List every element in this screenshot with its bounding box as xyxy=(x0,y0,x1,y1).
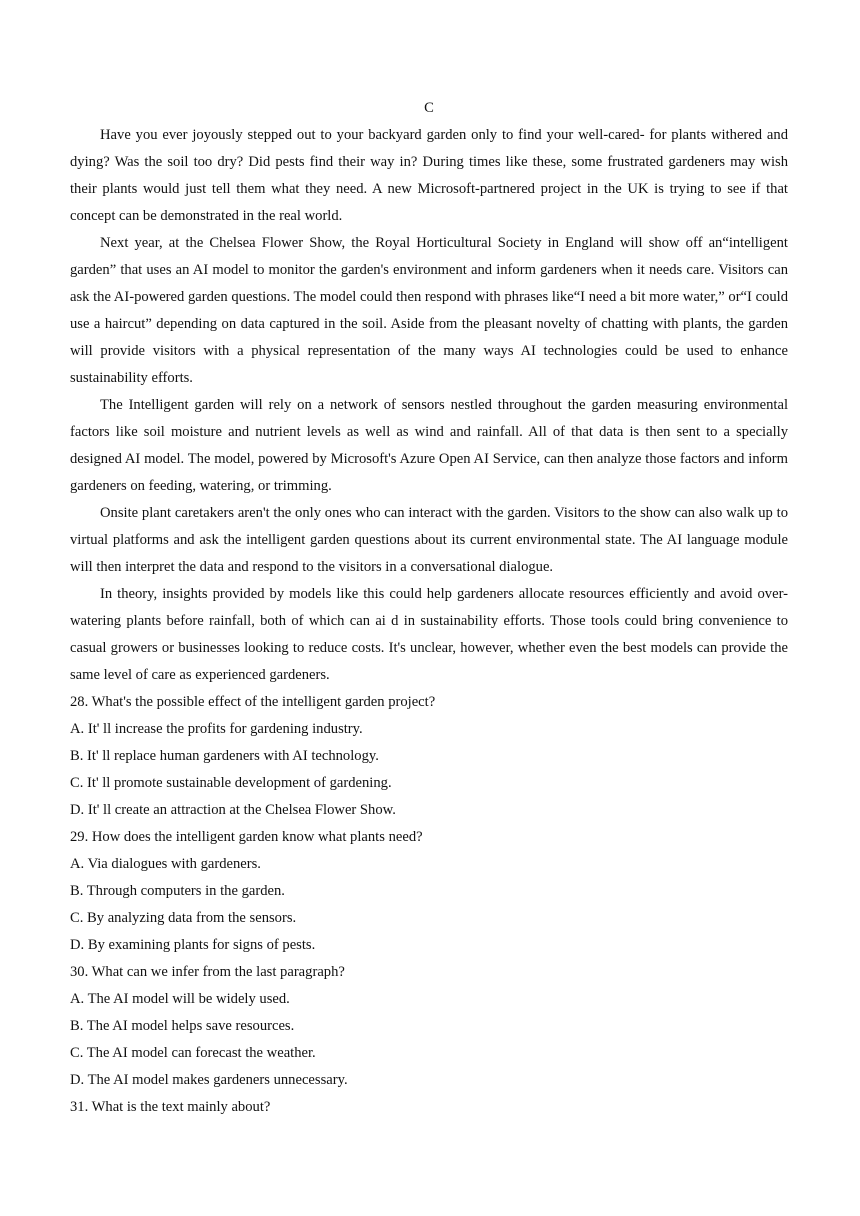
document-page xyxy=(70,95,788,1121)
option-a: A. The AI model will be widely used. xyxy=(70,991,290,1007)
question-stem: 28. What's the possible effect of the intelligent garden project? xyxy=(70,694,436,710)
option-d: D. The AI model makes gardeners unnecessary. xyxy=(70,1072,348,1088)
question-stem: 30. What can we infer from the last paragraph? xyxy=(70,964,345,980)
option-c: C. By analyzing data from the sensors. xyxy=(70,910,297,926)
paragraph-3: The Intelligent garden will rely on a network of sensors nestled throughout the garden measuring environmental factors like soil moisture and nutrient levels as well as wind and rainfall. All of that data is then sent to a specially designed AI model. The model, powered by Microsoft's Azure Open AI Service, can then analyze those factors and inform gardeners on feeding, watering, or trimming. xyxy=(70,397,788,494)
paragraph-4: Onsite plant caretakers aren't the only ones who can interact with the garden. Visitors to the show can also walk up to virtual platforms and ask the intelligent garden questions about its current environmental state. The AI language module will then interpret the data and respond to the visitors in a conversational dialogue. xyxy=(70,505,788,575)
paragraph-1: Have you ever joyously stepped out to your backyard garden only to find your well-cared- for plants withered and dying? Was the soil too dry? Did pests find their way in? During times like these, some frustrated gardeners may wish their plants would just tell them what they need. A new Microsoft-partnered project in the UK is trying to see if that concept can be demonstrated in the real world. xyxy=(70,127,788,224)
option-d: D. It' ll create an attraction at the Chelsea Flower Show. xyxy=(70,802,396,818)
question-30 xyxy=(70,959,788,1094)
question-28 xyxy=(70,689,788,824)
option-b: B. Through computers in the garden. xyxy=(70,883,285,899)
option-a: A. Via dialogues with gardeners. xyxy=(70,856,261,872)
question-stem: 29. How does the intelligent garden know what plants need? xyxy=(70,829,423,845)
option-a: A. It' ll increase the profits for gardening industry. xyxy=(70,721,363,737)
passage xyxy=(70,122,788,689)
option-d: D. By examining plants for signs of pests. xyxy=(70,937,316,953)
option-c: C. It' ll promote sustainable development of gardening. xyxy=(70,775,392,791)
question-31 xyxy=(70,1094,788,1121)
question-stem: 31. What is the text mainly about? xyxy=(70,1099,271,1115)
paragraph-5: In theory, insights provided by models like this could help gardeners allocate resources efficiently and avoid over-watering plants before rainfall, both of which can ai d in sustainability efforts. Those tools could bring convenience to casual growers or businesses looking to reduce costs. It's unclear, however, whether even the best models can provide the same level of care as experienced gardeners. xyxy=(70,586,788,683)
question-list xyxy=(70,689,788,1121)
option-c: C. The AI model can forecast the weather. xyxy=(70,1045,316,1061)
option-b: B. It' ll replace human gardeners with AI technology. xyxy=(70,748,379,764)
option-b: B. The AI model helps save resources. xyxy=(70,1018,295,1034)
paragraph-2: Next year, at the Chelsea Flower Show, the Royal Horticultural Society in England will show off an“intelligent garden” that uses an AI model to monitor the garden's environment and inform gardeners when it needs care. Visitors can ask the AI-powered garden questions. The model could then respond with phrases like“I need a bit more water,” or“I could use a haircut” depending on data captured in the soil. Aside from the pleasant novelty of chatting with plants, the garden will provide visitors with a physical representation of the many ways AI technologies could be used to enhance sustainability efforts. xyxy=(70,235,788,386)
question-29 xyxy=(70,824,788,959)
section-label: C xyxy=(424,100,434,116)
